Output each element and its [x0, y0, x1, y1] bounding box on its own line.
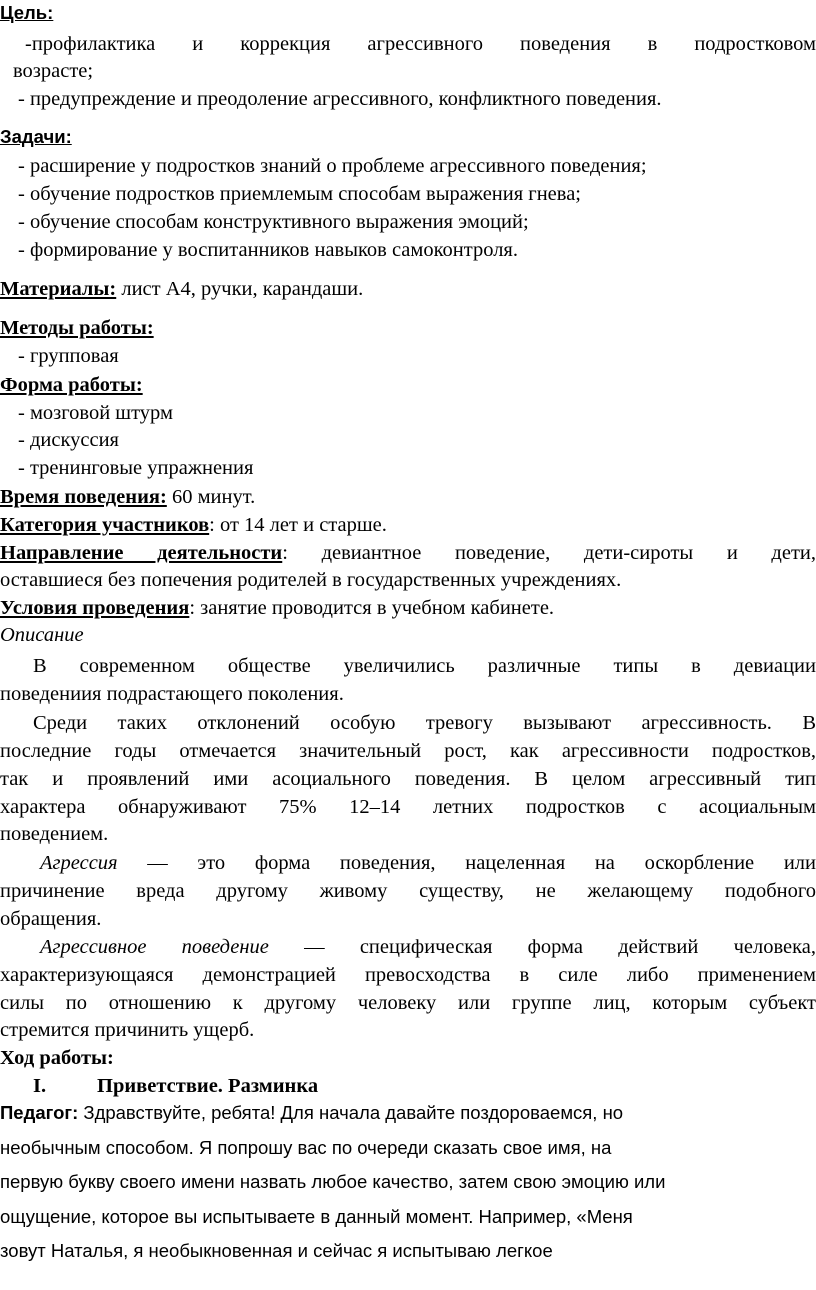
materials-label: Материалы:	[0, 278, 117, 300]
time-line	[0, 486, 816, 509]
task-item: - формирование у воспитанников навыков самоконтроля.	[18, 239, 518, 261]
description-p4-line: характеризующаяся демонстрацией превосходства в силе либо применением	[0, 964, 816, 986]
goal-heading: Цель:	[0, 2, 54, 23]
goal-item-1-line-2: возрасте;	[13, 60, 94, 82]
teacher-speech-line: зовут Наталья, я необыкновенная и сейчас я испытываю легкое	[0, 1240, 553, 1261]
task-item: - обучение способам конструктивного выражения эмоций;	[18, 211, 529, 233]
form-item: - тренинговые упражнения	[18, 457, 254, 479]
description-p4-line: силы по отношению к другому человеку или группе лиц, которым субъект	[0, 992, 816, 1014]
description-p1-line: поведениия подрастающего поколения.	[0, 683, 344, 705]
teacher-speech-line: необычным способом. Я попрошу вас по очереди сказать свое имя, на	[0, 1137, 612, 1158]
direction-label: Направление деятельности	[0, 542, 283, 564]
goal-item-2: - предупреждение и преодоление агрессивного, конфликтного поведения.	[18, 88, 662, 110]
goal-item-1-line-1: -профилактика и коррекция агрессивного поведения в подростковом	[25, 33, 816, 55]
description-p4-line: Агрессивное поведение — специфическая форма действий человека,	[40, 936, 816, 958]
category-label: Категория участников	[0, 514, 210, 536]
conditions-line	[0, 597, 816, 620]
materials-line	[0, 278, 816, 301]
form-heading: Форма работы:	[0, 374, 143, 396]
description-p2-line: Среди таких отклонений особую тревогу вызывают агрессивность. В	[33, 712, 816, 734]
speaker-label: Педагог:	[0, 1102, 79, 1123]
description-p3-line: Агрессия — это форма поведения, нацеленная на оскорбление или	[40, 852, 816, 874]
teacher-speech-line: Педагог: Здравствуйте, ребята! Для начала давайте поздороваемся, но	[0, 1102, 624, 1123]
category-value: : от 14 лет и старше.	[209, 514, 387, 536]
description-p1-line: В современном обществе увеличились различные типы в девиации	[33, 655, 816, 677]
time-label: Время поведения:	[0, 486, 167, 508]
course-heading: Ход работы:	[0, 1047, 114, 1069]
description-p2-line: поведением.	[0, 823, 109, 845]
direction-line-2: оставшиеся без попечения родителей в государственных учреждениях.	[0, 569, 622, 591]
task-item: - расширение у подростков знаний о проблеме агрессивного поведения;	[18, 155, 647, 177]
section-title: Приветствие. Разминка	[97, 1075, 319, 1097]
description-p3-line: обращения.	[0, 908, 102, 930]
conditions-label: Условия проведения	[0, 597, 190, 619]
description-p3-line: причинение вреда другому живому существу, не желающему подобного	[0, 880, 816, 902]
category-line	[0, 514, 816, 537]
method-item: - групповая	[18, 345, 119, 367]
direction-line-1	[0, 542, 816, 565]
section-number: I.	[33, 1075, 47, 1097]
description-p2-line: характера обнаруживают 75% 12–14 летних подростков с асоциальным	[0, 796, 816, 818]
direction-value: : девиантное поведение, дети-сироты и дети,	[282, 542, 816, 564]
tasks-heading: Задачи:	[0, 126, 72, 147]
description-heading: Описание	[0, 624, 84, 646]
aggression-term: Агрессия	[40, 852, 118, 874]
teacher-speech-line: ощущение, которое вы испытываете в данный момент. Например, «Меня	[0, 1206, 633, 1227]
methods-heading: Методы работы:	[0, 317, 154, 339]
description-p2-line: последние годы отмечается значительный рост, как агрессивности подростков,	[0, 740, 816, 762]
description-p4-line: стремится причинить ущерб.	[0, 1019, 255, 1041]
time-value: 60 минут.	[166, 486, 256, 508]
description-p2-line: так и проявлений ими асоциального поведения. В целом агрессивный тип	[0, 768, 816, 790]
form-item: - мозговой штурм	[18, 402, 173, 424]
materials-value: лист А4, ручки, карандаши.	[116, 278, 364, 300]
teacher-speech-line: первую букву своего имени назвать любое качество, затем свою эмоцию или	[0, 1171, 666, 1192]
conditions-value: : занятие проводится в учебном кабинете.	[189, 597, 555, 619]
task-item: - обучение подростков приемлемым способам выражения гнева;	[18, 183, 581, 205]
form-item: - дискуссия	[18, 429, 119, 451]
aggressive-behavior-term: Агрессивное поведение	[40, 936, 269, 958]
